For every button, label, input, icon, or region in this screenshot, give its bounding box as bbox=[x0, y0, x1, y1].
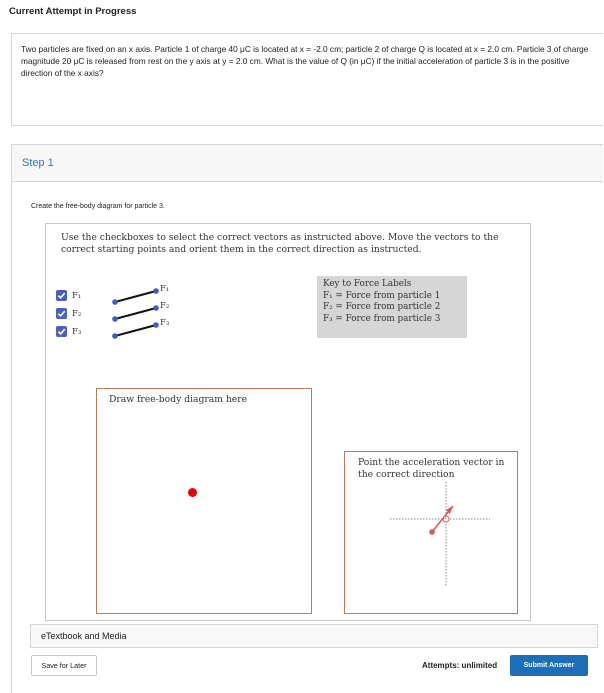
question-text: Two particles are fixed on an x axis. Particle 1 of charge 40 μC is located at x = -2.0 cm; particle 2 of charge Q is located at x = 2.0 cm. Particle 3 of charge magnitude 20 μC is released from rest on the y axis at y = 2.0 cm. What is the value of Q (in μC) if the initial acceleration of particle 3 is in the positive direction of the x axis? bbox=[21, 44, 589, 78]
step-header[interactable] bbox=[12, 145, 603, 182]
checkbox-f1[interactable] bbox=[56, 290, 81, 301]
acceleration-area bbox=[344, 451, 518, 614]
checkbox-f3[interactable] bbox=[56, 326, 81, 337]
check-icon[interactable] bbox=[56, 290, 67, 301]
checkbox-label: F₃ bbox=[72, 326, 82, 337]
vector-f3[interactable] bbox=[112, 322, 159, 339]
acceleration-label: a bbox=[443, 514, 447, 521]
applet-instructions: Use the checkboxes to select the correct vectors as instructed above. Move the vectors to the correct starting points and orient them in the correct direction as instructed. bbox=[61, 232, 499, 255]
step-instruction: Create the free-body diagram for particle 3. bbox=[31, 203, 165, 210]
etextbook-link[interactable]: eTextbook and Media bbox=[30, 624, 598, 648]
vector-f3-label: F₃ bbox=[160, 318, 170, 328]
save-for-later-button[interactable]: Save for Later bbox=[31, 655, 97, 676]
checkbox-label: F₂ bbox=[72, 308, 82, 319]
checkbox-label: F₁ bbox=[72, 290, 82, 301]
acceleration-title: Point the acceleration vector in the correct direction bbox=[358, 457, 505, 480]
particle-3 bbox=[188, 488, 197, 497]
question-box bbox=[11, 33, 603, 126]
fbd-applet bbox=[45, 223, 531, 621]
vector-f2-label: F₂ bbox=[160, 301, 170, 311]
force-key bbox=[317, 276, 467, 338]
force-key-item: F₁ = Force from particle 1 bbox=[323, 290, 441, 301]
vector-f2[interactable] bbox=[112, 305, 159, 322]
submit-answer-button[interactable]: Submit Answer bbox=[510, 655, 588, 676]
attempt-title: Current Attempt in Progress bbox=[9, 6, 137, 17]
step-title[interactable]: Step 1 bbox=[22, 157, 54, 169]
force-key-item: F₂ = Force from particle 2 bbox=[323, 302, 441, 312]
checkbox-f2[interactable] bbox=[56, 308, 81, 319]
force-key-title: Key to Force Labels bbox=[323, 279, 412, 289]
attempts-counter: Attempts: unlimited bbox=[422, 661, 498, 670]
check-icon[interactable] bbox=[56, 326, 67, 337]
check-icon[interactable] bbox=[56, 308, 67, 319]
fbd-title: Draw free-body diagram here bbox=[109, 394, 248, 405]
acceleration-vector[interactable] bbox=[429, 506, 453, 535]
fbd-drawing-area[interactable] bbox=[96, 388, 312, 614]
step-panel bbox=[11, 144, 603, 693]
vector-f1-label: F₁ bbox=[160, 284, 170, 294]
vector-f1[interactable] bbox=[112, 288, 159, 305]
acceleration-axes bbox=[345, 452, 516, 612]
force-key-item: F₃ = Force from particle 3 bbox=[323, 313, 441, 324]
